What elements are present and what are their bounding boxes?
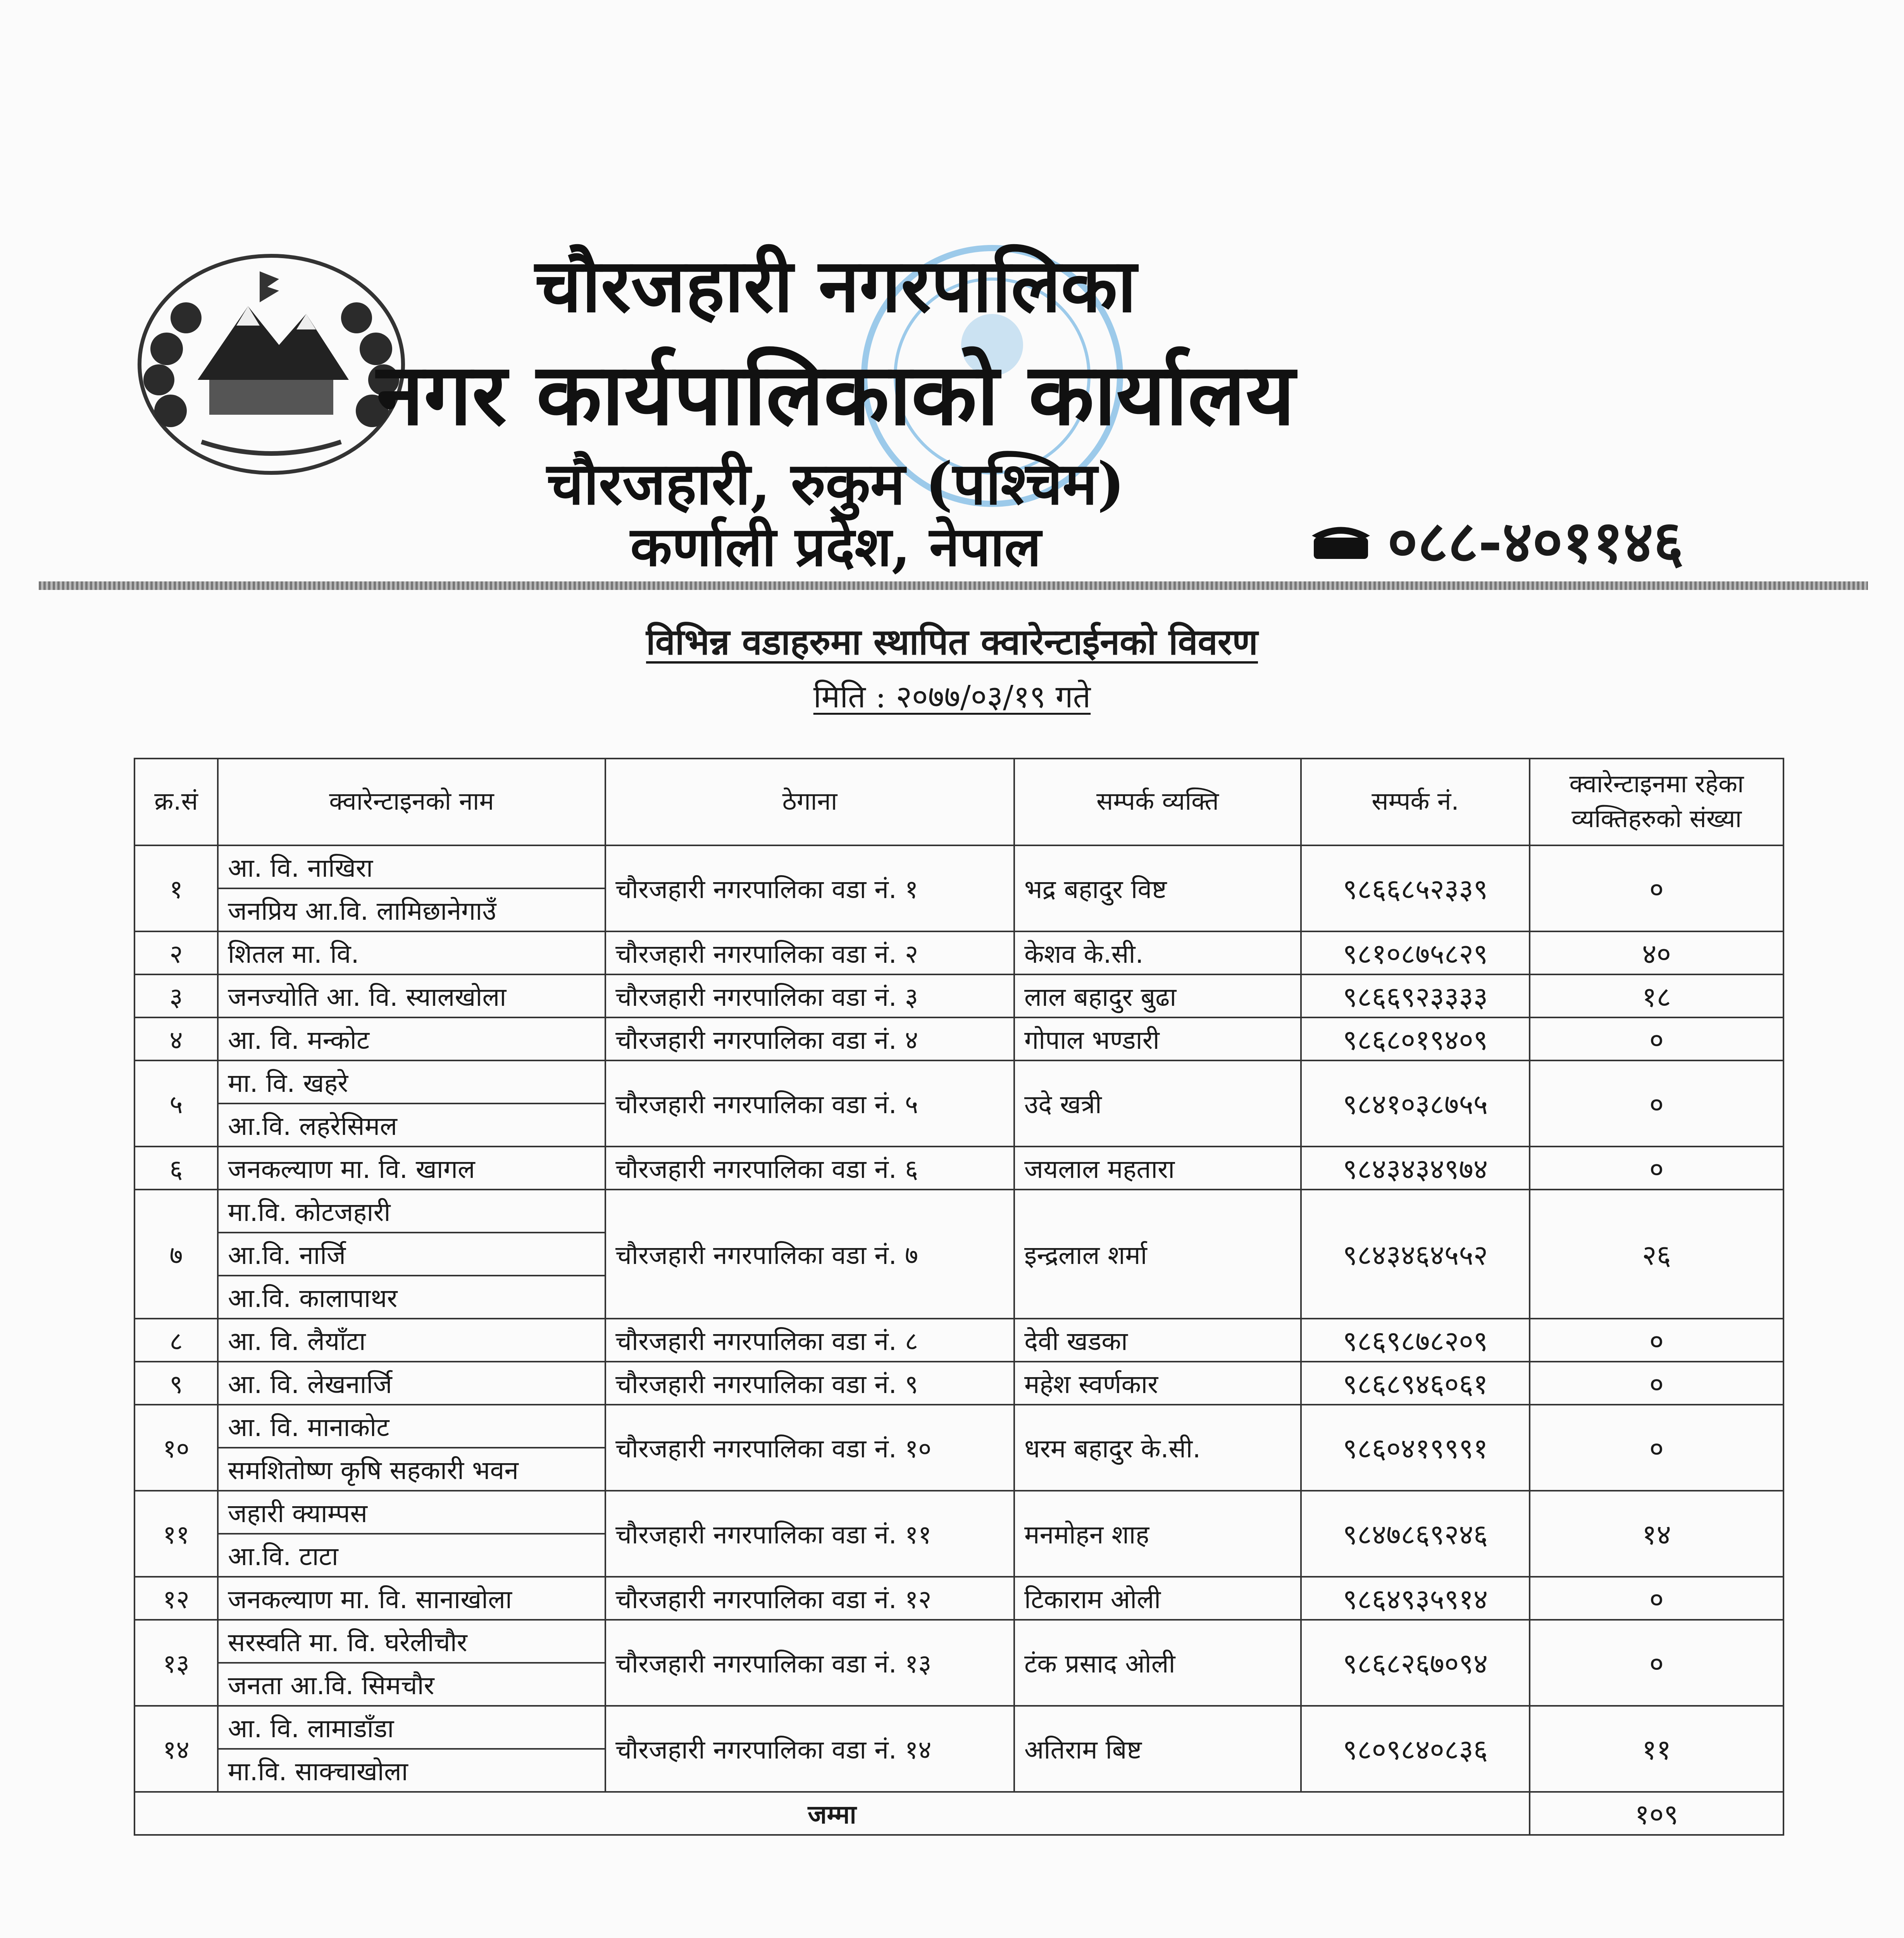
cell-contact-number: ९८१०८७५८२९ bbox=[1301, 931, 1530, 974]
cell-count: १८ bbox=[1530, 974, 1783, 1017]
cell-contact-person: भद्र बहादुर विष्ट bbox=[1014, 845, 1301, 931]
cell-sn: १२ bbox=[134, 1577, 218, 1620]
table-row bbox=[134, 931, 1783, 974]
cell-address: चौरजहारी नगरपालिका वडा नं. ३ bbox=[605, 974, 1014, 1017]
cell-count: ११ bbox=[1530, 1706, 1783, 1792]
telephone-icon bbox=[1310, 518, 1372, 561]
cell-contact-number: ९८४३४३४९७४ bbox=[1301, 1147, 1530, 1190]
cell-contact-number: ९८६९८७८२०९ bbox=[1301, 1319, 1530, 1362]
table-row bbox=[134, 974, 1783, 1017]
header-sn: क्र.सं bbox=[134, 759, 218, 845]
cell-address: चौरजहारी नगरपालिका वडा नं. १३ bbox=[605, 1620, 1014, 1706]
cell-quarantine-name: सरस्वति मा. वि. घरेलीचौर bbox=[218, 1620, 605, 1663]
cell-address: चौरजहारी नगरपालिका वडा नं. १० bbox=[605, 1405, 1014, 1491]
cell-address: चौरजहारी नगरपालिका वडा नं. ९ bbox=[605, 1362, 1014, 1405]
cell-quarantine-name: आ. वि. लैयाँटा bbox=[218, 1319, 605, 1362]
cell-contact-person: मनमोहन शाह bbox=[1014, 1491, 1301, 1577]
header-divider bbox=[39, 581, 1868, 590]
cell-quarantine-name: आ. वि. मानाकोट bbox=[218, 1405, 605, 1448]
cell-sn: १० bbox=[134, 1405, 218, 1491]
cell-contact-person: टंक प्रसाद ओली bbox=[1014, 1620, 1301, 1706]
table-row bbox=[134, 1362, 1783, 1405]
cell-contact-person: केशव के.सी. bbox=[1014, 931, 1301, 974]
cell-quarantine-name: आ. वि. नाखिरा bbox=[218, 845, 605, 888]
cell-sn: ९ bbox=[134, 1362, 218, 1405]
cell-sn: ४ bbox=[134, 1017, 218, 1060]
cell-quarantine-name: आ.वि. कालापाथर bbox=[218, 1276, 605, 1319]
cell-contact-number: ९८४७८६९२४६ bbox=[1301, 1491, 1530, 1577]
cell-count: ० bbox=[1530, 1319, 1783, 1362]
cell-contact-number: ९८६८९४६०६१ bbox=[1301, 1362, 1530, 1405]
table-row bbox=[134, 1620, 1783, 1663]
header-contact-person: सम्पर्क व्यक्ति bbox=[1014, 759, 1301, 845]
cell-count: ० bbox=[1530, 1017, 1783, 1060]
cell-quarantine-name: शितल मा. वि. bbox=[218, 931, 605, 974]
cell-quarantine-name: आ. वि. मन्कोट bbox=[218, 1017, 605, 1060]
cell-quarantine-name: आ.वि. नार्जि bbox=[218, 1233, 605, 1276]
office-name: नगर कार्यपालिकाको कार्यालय bbox=[376, 344, 1295, 444]
cell-quarantine-name: जनकल्याण मा. वि. सानाखोला bbox=[218, 1577, 605, 1620]
cell-count: १४ bbox=[1530, 1491, 1783, 1577]
cell-contact-number: ९८०९८४०८३६ bbox=[1301, 1706, 1530, 1792]
cell-sn: १३ bbox=[134, 1620, 218, 1706]
cell-contact-person: महेश स्वर्णकार bbox=[1014, 1362, 1301, 1405]
cell-sn: २ bbox=[134, 931, 218, 974]
cell-contact-person: गोपाल भण्डारी bbox=[1014, 1017, 1301, 1060]
cell-address: चौरजहारी नगरपालिका वडा नं. १४ bbox=[605, 1706, 1014, 1792]
table-row bbox=[134, 1190, 1783, 1233]
cell-contact-person: टिकाराम ओली bbox=[1014, 1577, 1301, 1620]
document-date: मिति : २०७७/०३/१९ गते bbox=[813, 679, 1091, 715]
cell-contact-number: ९८४३४६४५५२ bbox=[1301, 1190, 1530, 1319]
header-address: ठेगाना bbox=[605, 759, 1014, 845]
table-header-row bbox=[134, 759, 1783, 845]
cell-quarantine-name: जनप्रिय आ.वि. लामिछानेगाउँ bbox=[218, 888, 605, 931]
cell-quarantine-name: मा.वि. साक्चाखोला bbox=[218, 1749, 605, 1792]
table-row bbox=[134, 1060, 1783, 1103]
cell-quarantine-name: आ.वि. लहरेसिमल bbox=[218, 1103, 605, 1147]
cell-address: चौरजहारी नगरपालिका वडा नं. ४ bbox=[605, 1017, 1014, 1060]
office-location: चौरजहारी, रुकुम (पश्चिम) bbox=[546, 450, 1125, 518]
cell-quarantine-name: जनकल्याण मा. वि. खागल bbox=[218, 1147, 605, 1190]
quarantine-table bbox=[134, 758, 1784, 1836]
header-count: क्वारेन्टाइनमा रहेका व्यक्तिहरुको संख्या bbox=[1530, 759, 1783, 845]
cell-address: चौरजहारी नगरपालिका वडा नं. ६ bbox=[605, 1147, 1014, 1190]
table-row bbox=[134, 1491, 1783, 1534]
cell-sn: १४ bbox=[134, 1706, 218, 1792]
cell-sn: ८ bbox=[134, 1319, 218, 1362]
cell-address: चौरजहारी नगरपालिका वडा नं. २ bbox=[605, 931, 1014, 974]
cell-contact-person: देवी खडका bbox=[1014, 1319, 1301, 1362]
cell-count: ० bbox=[1530, 1577, 1783, 1620]
cell-contact-person: अतिराम बिष्ट bbox=[1014, 1706, 1301, 1792]
cell-count: ० bbox=[1530, 1060, 1783, 1147]
cell-address: चौरजहारी नगरपालिका वडा नं. १२ bbox=[605, 1577, 1014, 1620]
document-title: विभिन्न वडाहरुमा स्थापित क्वारेन्टाईनको विवरण bbox=[646, 621, 1258, 663]
cell-count: २६ bbox=[1530, 1190, 1783, 1319]
cell-sn: ३ bbox=[134, 974, 218, 1017]
cell-quarantine-name: मा.वि. कोटजहारी bbox=[218, 1190, 605, 1233]
header-contact-number: सम्पर्क नं. bbox=[1301, 759, 1530, 845]
cell-contact-number: ९८६८२६७०९४ bbox=[1301, 1620, 1530, 1706]
cell-contact-person: इन्द्रलाल शर्मा bbox=[1014, 1190, 1301, 1319]
total-row bbox=[134, 1792, 1783, 1835]
cell-address: चौरजहारी नगरपालिका वडा नं. ११ bbox=[605, 1491, 1014, 1577]
table-row bbox=[134, 1577, 1783, 1620]
cell-contact-number: ९८६४९३५९१४ bbox=[1301, 1577, 1530, 1620]
cell-count: ० bbox=[1530, 1362, 1783, 1405]
table-row bbox=[134, 1706, 1783, 1749]
cell-contact-person: जयलाल महतारा bbox=[1014, 1147, 1301, 1190]
cell-address: चौरजहारी नगरपालिका वडा नं. १ bbox=[605, 845, 1014, 931]
cell-contact-number: ९८६६९२३३३३ bbox=[1301, 974, 1530, 1017]
cell-sn: ६ bbox=[134, 1147, 218, 1190]
table-row bbox=[134, 1319, 1783, 1362]
cell-quarantine-name: जनता आ.वि. सिमचौर bbox=[218, 1663, 605, 1706]
cell-sn: ७ bbox=[134, 1190, 218, 1319]
cell-sn: ११ bbox=[134, 1491, 218, 1577]
total-label: जम्मा bbox=[134, 1792, 1530, 1835]
cell-address: चौरजहारी नगरपालिका वडा नं. ५ bbox=[605, 1060, 1014, 1147]
cell-sn: १ bbox=[134, 845, 218, 931]
cell-quarantine-name: मा. वि. खहरे bbox=[218, 1060, 605, 1103]
municipality-name: चौरजहारी नगरपालिका bbox=[535, 242, 1137, 329]
table-row bbox=[134, 1017, 1783, 1060]
cell-address: चौरजहारी नगरपालिका वडा नं. ८ bbox=[605, 1319, 1014, 1362]
cell-quarantine-name: आ. वि. लेखनार्जि bbox=[218, 1362, 605, 1405]
cell-count: ० bbox=[1530, 1620, 1783, 1706]
cell-quarantine-name: आ. वि. लामाडाँडा bbox=[218, 1706, 605, 1749]
table-row bbox=[134, 845, 1783, 888]
cell-contact-person: धरम बहादुर के.सी. bbox=[1014, 1405, 1301, 1491]
cell-sn: ५ bbox=[134, 1060, 218, 1147]
cell-contact-number: ९८४१०३८७५५ bbox=[1301, 1060, 1530, 1147]
cell-contact-number: ९८६६८५२३३९ bbox=[1301, 845, 1530, 931]
cell-count: ० bbox=[1530, 845, 1783, 931]
cell-contact-number: ९८६८०१९४०९ bbox=[1301, 1017, 1530, 1060]
header-quarantine-name: क्वारेन्टाइनको नाम bbox=[218, 759, 605, 845]
cell-address: चौरजहारी नगरपालिका वडा नं. ७ bbox=[605, 1190, 1014, 1319]
phone-number: ०८८-४०११४६ bbox=[1387, 508, 1684, 576]
total-value: १०९ bbox=[1530, 1792, 1783, 1835]
cell-quarantine-name: जहारी क्याम्पस bbox=[218, 1491, 605, 1534]
cell-contact-person: उदे खत्री bbox=[1014, 1060, 1301, 1147]
cell-count: ४० bbox=[1530, 931, 1783, 974]
cell-quarantine-name: आ.वि. टाटा bbox=[218, 1534, 605, 1577]
cell-quarantine-name: जनज्योति आ. वि. स्यालखोला bbox=[218, 974, 605, 1017]
table-row bbox=[134, 1147, 1783, 1190]
province-name: कर्णाली प्रदेश, नेपाल bbox=[630, 515, 1041, 579]
cell-contact-number: ९८६०४१९९९१ bbox=[1301, 1405, 1530, 1491]
phone-block bbox=[1310, 500, 1683, 579]
cell-count: ० bbox=[1530, 1405, 1783, 1491]
cell-contact-person: लाल बहादुर बुढा bbox=[1014, 974, 1301, 1017]
cell-count: ० bbox=[1530, 1147, 1783, 1190]
cell-quarantine-name: समशितोष्ण कृषि सहकारी भवन bbox=[218, 1448, 605, 1491]
table-row bbox=[134, 1405, 1783, 1448]
